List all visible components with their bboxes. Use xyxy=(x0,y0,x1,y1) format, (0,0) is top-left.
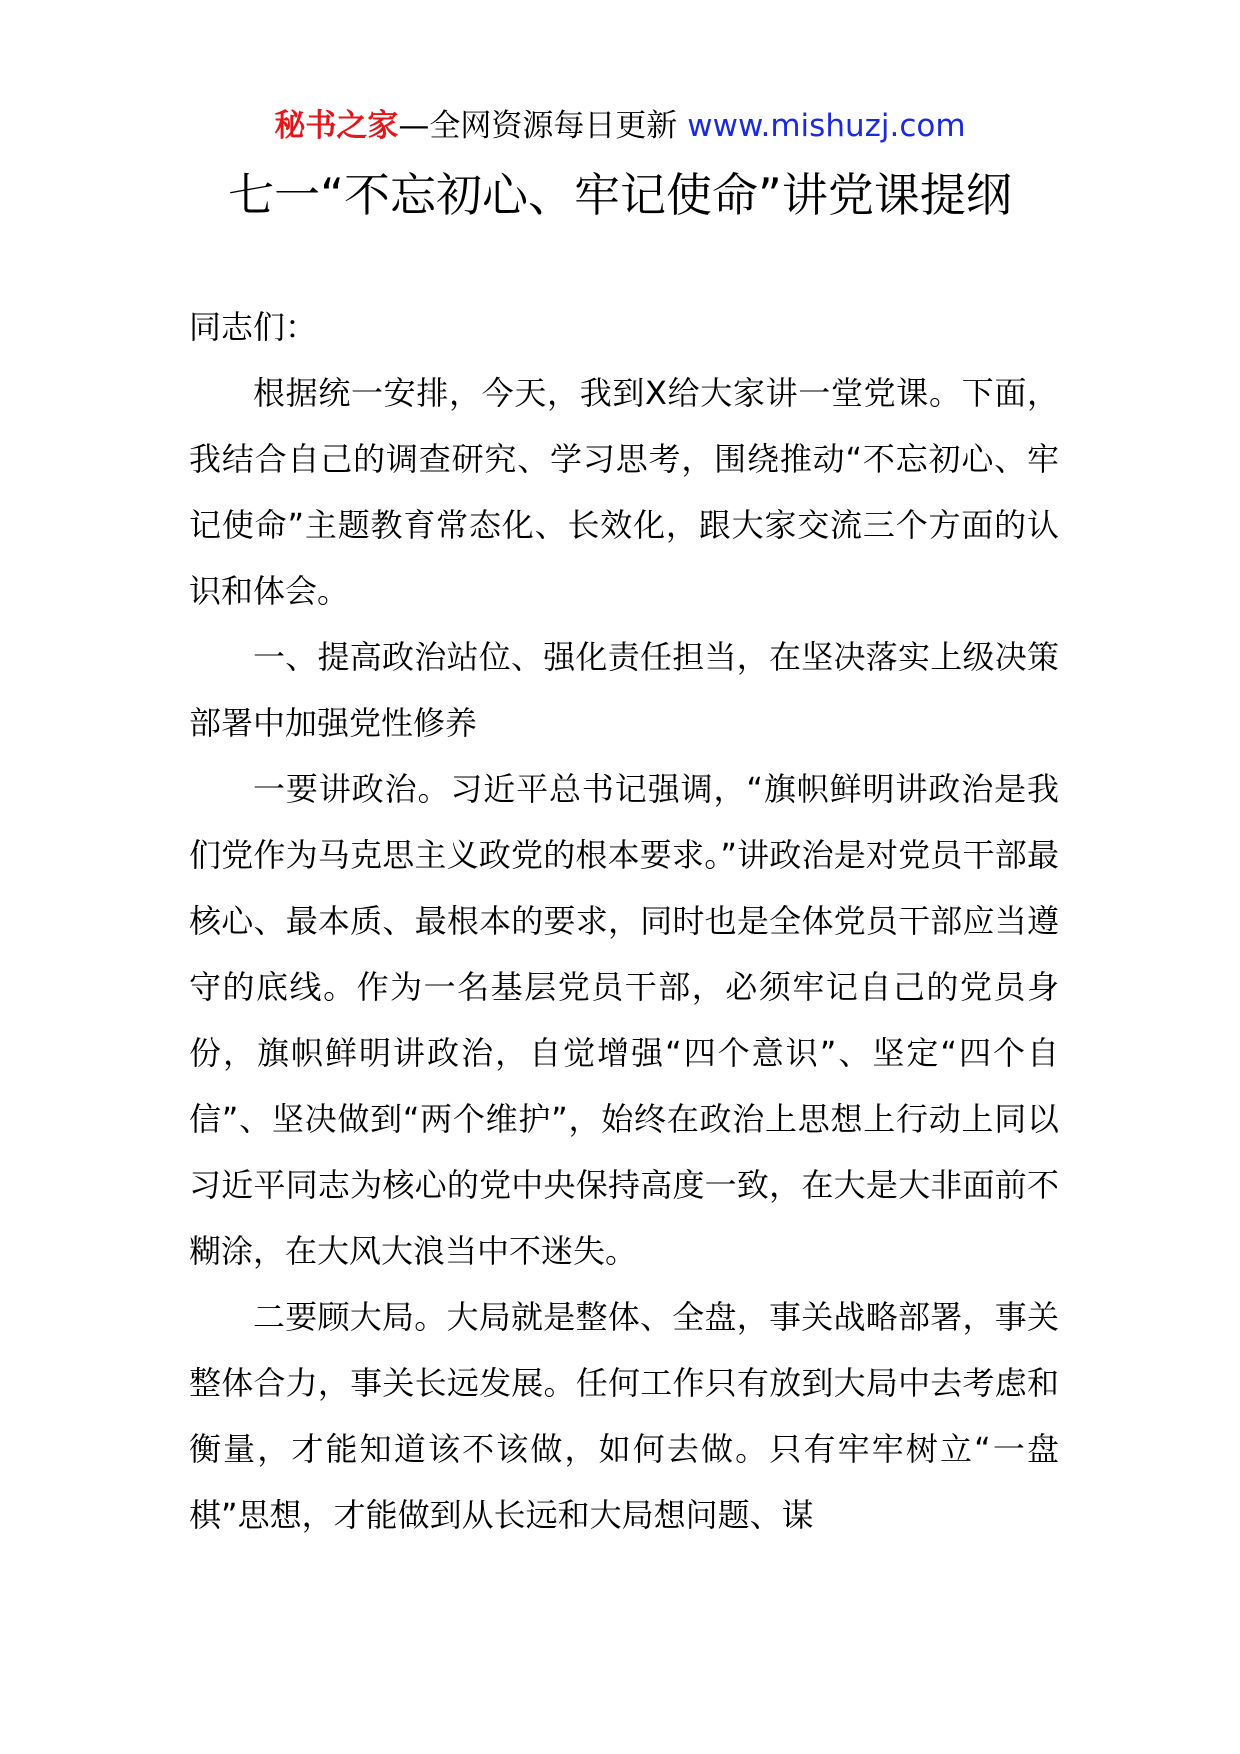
intro-paragraph: 根据统一安排，今天，我到X给大家讲一堂党课。下面，我结合自己的调查研究、学习思考，围绕推动“不忘初心、牢记使命”主题教育常态化、长效化，跟大家交流三个方面的认识和体会。 xyxy=(189,374,1059,610)
header-tagline: —全网资源每日更新 xyxy=(398,108,678,144)
body-paragraph: 二要顾大局。大局就是整体、全盘，事关战略部署，事关整体合力，事关长远发展。任何工作只有放到大局中去考虑和衡量，才能知道该不该做，如何去做。只有牢牢树立“一盘棋”思想，才能做到从长远和大局想问题、谋 xyxy=(189,1298,1059,1534)
document-body xyxy=(189,294,1059,1548)
document-title: 七一“不忘初心、牢记使命”讲党课提纲 xyxy=(228,168,1012,222)
site-url-link[interactable]: www.mishuzj.com xyxy=(687,108,966,144)
section-heading-1: 一、提高政治站位、强化责任担当，在坚决落实上级决策部署中加强党性修养 xyxy=(189,638,1059,742)
body-paragraph: 一要讲政治。习近平总书记强调，“旗帜鲜明讲政治是我们党作为马克思主义政党的根本要求。”讲政治是对党员干部最核心、最本质、最根本的要求，同时也是全体党员干部应当遵守的底线。作为一名基层党员干部，必须牢记自己的党员身份，旗帜鲜明讲政治，自觉增强“四个意识”、坚定“四个自信”、坚决做到“两个维护”，始终在政治上思想上行动上同以习近平同志为核心的党中央保持高度一致，在大是大非面前不糊涂，在大风大浪当中不迷失。 xyxy=(189,770,1059,1270)
salutation: 同志们： xyxy=(189,308,318,346)
site-header-banner xyxy=(0,104,1240,148)
brand-name: 秘书之家 xyxy=(274,108,399,144)
